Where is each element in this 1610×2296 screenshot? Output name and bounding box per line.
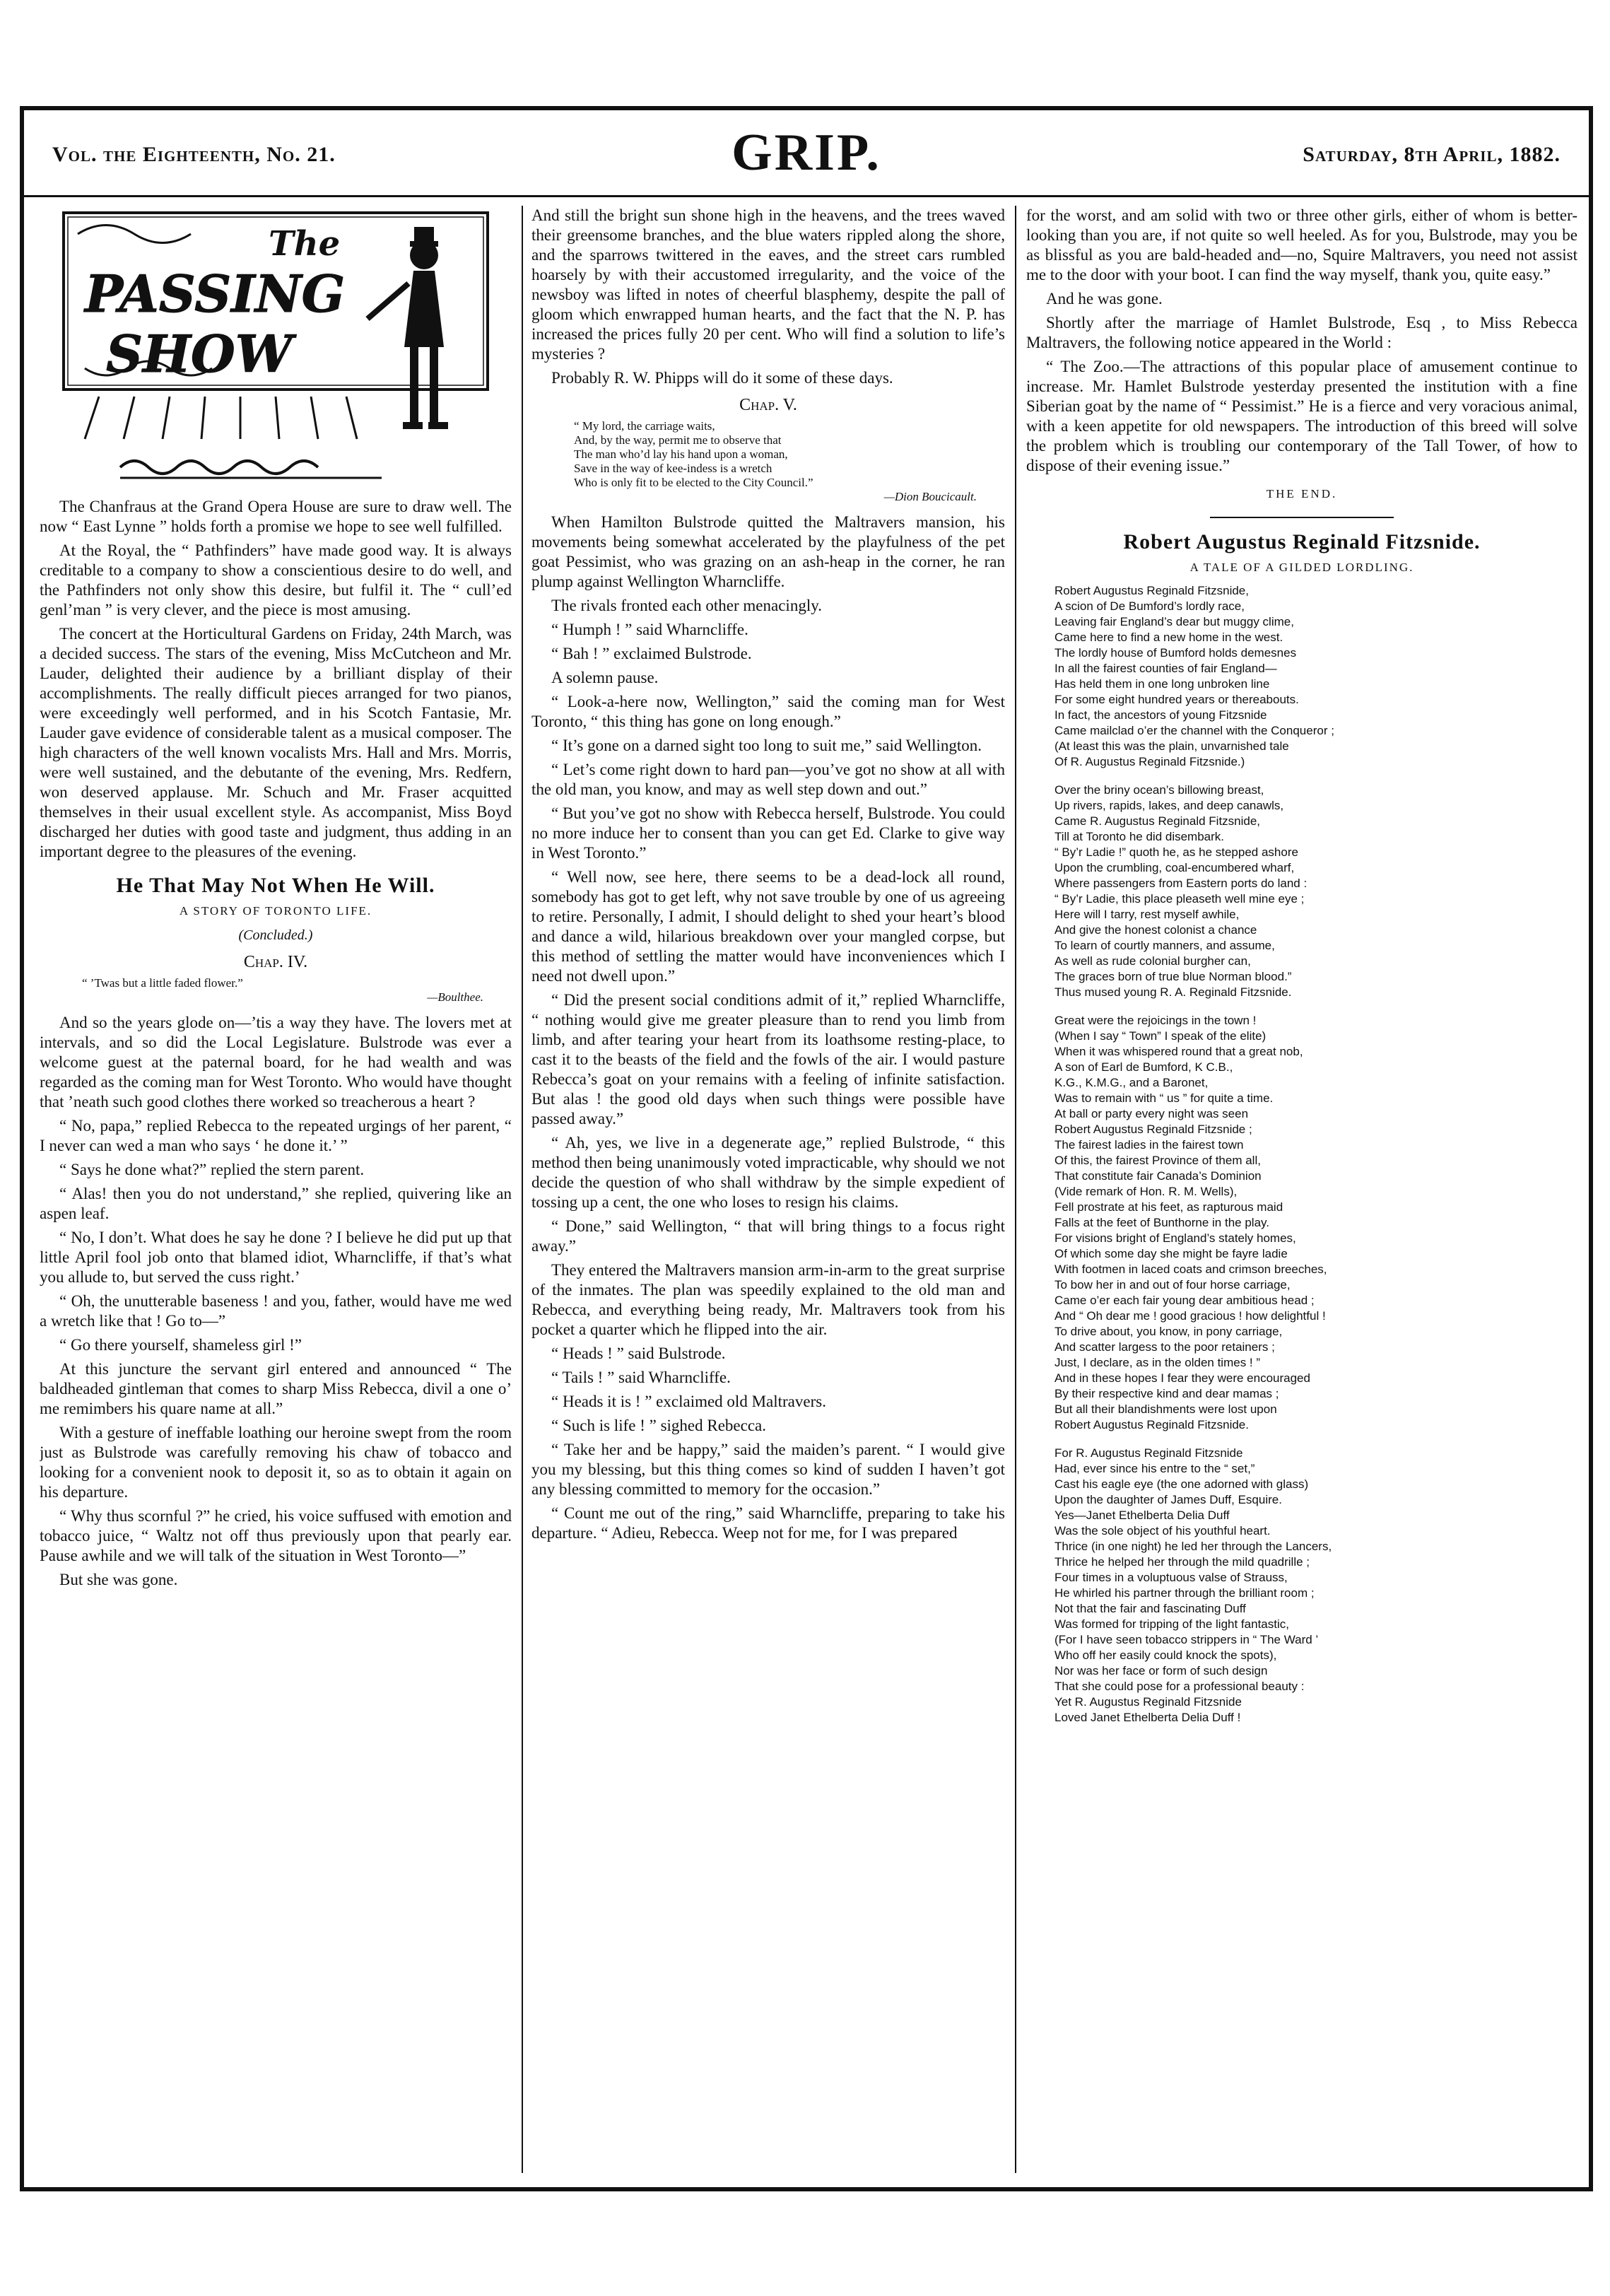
poem-line: Of R. Augustus Reginald Fitzsnide.) [1054, 755, 1245, 768]
newspaper-title: GRIP. [731, 124, 881, 182]
passing-show-paragraph: The Chanfraus at the Grand Opera House are sure to draw well. The now “ East Lynne ” holds forth a promise we hope to see well fulfilled. [40, 498, 512, 535]
poem-line: (Vide remark of Hon. R. M. Wells), [1054, 1185, 1238, 1198]
poem-subtitle: A TALE OF A GILDED LORDLING. [1189, 561, 1414, 574]
poem-stanza-2 [1054, 783, 1577, 1000]
banner-passing-text: PASSING [85, 264, 346, 324]
poem-line: But all their blandishments were lost upon [1054, 1402, 1277, 1416]
masthead-rule [24, 195, 1589, 197]
poem-line: Leaving fair England’s dear but muggy clime, [1054, 615, 1294, 628]
poem-line: Just, I declare, as in the olden times ! ” [1054, 1356, 1261, 1369]
poem-line: Robert Augustus Reginald Fitzsnide ; [1054, 1123, 1252, 1136]
epigraph-attribution: —Boulthee. [427, 990, 483, 1004]
story-paragraph: “ Look-a-here now, Wellington,” said the coming man for West Toronto, “ this thing has gone on long enough.” [531, 693, 1005, 730]
passing-show-banner-illustration [57, 206, 495, 488]
poem-line: Great were the rejoicings in the town ! [1054, 1014, 1257, 1027]
poem-line: Loved Janet Ethelberta Delia Duff ! [1054, 1711, 1241, 1724]
poem-line: Thrice he helped her through the mild quadrille ; [1054, 1555, 1310, 1569]
poem-line: (At least this was the plain, unvarnished tale [1054, 739, 1289, 753]
story-paragraph: “ No, I don’t. What does he say he done ? I believe he did put up that little April fool job onto that blamed idiot, Wharncliffe, if that’s what you allude to, but served the cuss right.’ [40, 1229, 512, 1286]
section-divider [1210, 517, 1394, 518]
poem-line: To bow her in and out of four horse carriage, [1054, 1278, 1291, 1292]
story-paragraph: When Hamilton Bulstrode quitted the Maltravers mansion, his movements being somewhat accelerated by the playfulness of the pet goat Pessimist, who was grazing on an ash-heap in the corner, he ran plump against Wellington Wharncliffe. [531, 513, 1005, 590]
poem-line: The graces born of true blue Norman blood.” [1054, 970, 1292, 983]
story-paragraph: “ Let’s come right down to hard pan—you’ve got no show at all with the old man, you know, and may as well step down and out.” [531, 761, 1005, 798]
issue-date: Saturday, 8th April, 1882. [1303, 143, 1561, 166]
poem-line: As well as rude colonial burgher can, [1054, 954, 1251, 968]
poem-line: Was the sole object of his youthful heart. [1054, 1524, 1271, 1538]
story-column-2-text-b [531, 512, 1005, 1543]
poem-line: Yet R. Augustus Reginald Fitzsnide [1054, 1695, 1242, 1709]
story-paragraph: “ Bah ! ” exclaimed Bulstrode. [551, 645, 752, 662]
chapter-v-heading: Chap. V. [739, 396, 797, 414]
poem-line: And scatter largess to the poor retainers ; [1054, 1340, 1275, 1354]
poem-line: With footmen in laced coats and crimson breeches, [1054, 1263, 1327, 1276]
story-paragraph: Probably R. W. Phipps will do it some of these days. [551, 369, 893, 387]
story-paragraph: “ But you’ve got no show with Rebecca herself, Bulstrode. You could no more induce her to consent than you can get Ed. Clarke to give way in West Toronto.” [531, 804, 1005, 862]
poem-line: Who off her easily could knock the spots), [1054, 1648, 1277, 1662]
epigraph-line: “ ’Twas but a little faded flower.” [82, 976, 243, 990]
banner-the-text: The [269, 224, 341, 264]
story-paragraph: “ It’s gone on a darned sight too long to suit me,” said Wellington. [551, 737, 982, 754]
poem-line: “ By’r Ladie, this place pleaseth well mine eye ; [1054, 892, 1305, 906]
stage-light-rays [85, 397, 357, 439]
poem-line: At ball or party every night was seen [1054, 1107, 1249, 1120]
poem-line: To learn of courtly manners, and assume, [1054, 939, 1275, 952]
epigraph-line: “ My lord, the carriage waits, [574, 419, 715, 433]
poem-line: Came R. Augustus Reginald Fitzsnide, [1054, 814, 1261, 828]
poem-line: Cast his eagle eye (the one adorned with glass) [1054, 1477, 1309, 1491]
poem-line: Till at Toronto he did disembark. [1054, 830, 1225, 843]
poem-line: Has held them in one long unbroken line [1054, 677, 1270, 691]
poem-line: Of which some day she might be fayre ladie [1054, 1247, 1288, 1260]
story-paragraph: “ Go there yourself, shameless girl !” [59, 1336, 302, 1354]
volume-number: Vol. the Eighteenth, No. 21. [52, 143, 336, 166]
poem-line: For visions bright of England’s stately homes, [1054, 1231, 1296, 1245]
story-subtitle: A STORY OF TORONTO LIFE. [179, 904, 372, 918]
story-paragraph: The rivals fronted each other menacingly. [551, 597, 822, 614]
poem-line: Where passengers from Eastern ports do land : [1054, 877, 1308, 890]
poem-line: Was to remain with “ us ” for quite a time. [1054, 1091, 1274, 1105]
story-paragraph: At this juncture the servant girl entered and announced “ The baldheaded gintleman that comes to sharp Miss Rebecca, divil a one o’ me remimbers his quare name at all.” [40, 1360, 512, 1417]
poem-line: That constitute fair Canada’s Dominion [1054, 1169, 1262, 1183]
story-paragraph: But she was gone. [59, 1571, 178, 1588]
poem-line: A scion of De Bumford’s lordly race, [1054, 599, 1245, 613]
poem-line: Upon the crumbling, coal-encumbered wharf, [1054, 861, 1295, 874]
poem-line: That she could pose for a professional beauty : [1054, 1680, 1305, 1693]
poem-line: Falls at the feet of Bunthorne in the play. [1054, 1216, 1269, 1229]
passing-show-paragraph: The concert at the Horticultural Gardens on Friday, 24th March, was a decided success. The stars of the evening, Miss McCutcheon and Mr. Lauder, delighted their audience by a brilliant display of their accomplishments. The really difficult pieces arranged for two pianos, were exceedingly well performed, and in his Scotch Fantasie, Mr. Lauder gave evidence of considerable talent as a musical composer. The high characters of the well known vocalists Mrs. Hall and Mrs. Morris, were well sustained, and the debutante of the evening, Mrs. Redfern, won deserved applause. Mr. Schuch and Mr. Fraser acquitted themselves in their usual excellent style. As accompanist, Miss Boyd discharged her duties with good taste and judgment, thus adding in an important degree to the pleasures of the evening. [40, 625, 512, 860]
story-paragraph: And still the bright sun shone high in the heavens, and the trees waved their greensome branches, and the blue waters rippled along the shore, and the sparrows twittered in the eaves, and the street cars rumbled hoarsely by with their accustomed irregularity, and the voice of the newsboy was lifted in notes of cheerful blasphemy, despite the pall of gloom which enwrapped human hearts, and the fact that the N. P. has increased the prices fully 20 per cent. Who will find a solution to life’s mysteries ? [531, 206, 1005, 363]
story-paragraph: “ Says he done what?” replied the stern parent. [59, 1161, 365, 1178]
poem-line: Fell prostrate at his feet, as rapturous maid [1054, 1200, 1283, 1214]
banner-show-text: SHOW [106, 324, 293, 384]
column-1 [40, 206, 512, 2173]
poem-line: For some eight hundred years or thereabouts. [1054, 693, 1299, 706]
story-paragraph: “ Done,” said Wellington, “ that will bring things to a focus right away.” [531, 1217, 1005, 1255]
poem-line: Was formed for tripping of the light fantastic, [1054, 1617, 1289, 1631]
poem-line: And in these hopes I fear they were encouraged [1054, 1371, 1310, 1385]
poem-line: K.G., K.M.G., and a Baronet, [1054, 1076, 1209, 1089]
epigraph-line: Save in the way of kee-indess is a wretch [574, 462, 772, 475]
story-paragraph: “ Tails ! ” said Wharncliffe. [551, 1369, 731, 1386]
story-paragraph: “ Well now, see here, there seems to be a dead-lock all round, somebody has got to get left, why not save trouble by one of us agreeing to retire. Personally, I admit, I should delight to shed your heart’s blood and dance a wild, hilarious breakdown over your mangled corpse, but this method of settling the matter would have inconveniences which I need not dwell upon.” [531, 868, 1005, 985]
poem-line: Thus mused young R. A. Reginald Fitzsnide. [1054, 985, 1292, 999]
column-divider [1015, 206, 1016, 2173]
poem-line: By their respective kind and dear mamas ; [1054, 1387, 1279, 1400]
poem-line: Nor was her face or form of such design [1054, 1664, 1268, 1677]
poem-title: Robert Augustus Reginald Fitzsnide. [1123, 530, 1481, 554]
poem-line: (For I have seen tobacco strippers in “ The Ward ’ [1054, 1633, 1319, 1646]
poem-line: Came o’er each fair young dear ambitious head ; [1054, 1294, 1315, 1307]
poem-stanza-1 [1054, 583, 1577, 770]
story-paragraph: “ Take her and be happy,” said the maiden’s parent. “ I would give you my blessing, but this thing comes so kind of sudden I haven’t got any blessing committed to memory for the occasion.” [531, 1441, 1005, 1498]
poem-stanza-3 [1054, 1013, 1577, 1433]
story-paragraph: And so the years glode on—’tis a way they have. The lovers met at intervals, and so did the Local Legislature. Bulstrode was ever a welcome guest at the paternal board, for he had wealth and was regarded as the coming man for West Toronto. Who would have thought that ’neath such good clothes there worked so treacherous a heart ? [40, 1014, 512, 1111]
poem-line: When it was whispered round that a great nob, [1054, 1045, 1303, 1058]
story-paragraph: for the worst, and am solid with two or three other girls, either of whom is better-looking than you are, if not quite so well heeled. As for you, Bulstrode, may you be as blissful as you are bald-headed and—no, Squire Maltravers, you need not assist me to the door with your boot. I can find the way myself, thank you, quite easy.” [1026, 206, 1577, 283]
poem-line: He whirled his partner through the brilliant room ; [1054, 1586, 1315, 1600]
poem-line: Upon the daughter of James Duff, Esquire. [1054, 1493, 1282, 1506]
story-paragraph: “ Oh, the unutterable baseness ! and you, father, would have me wed a wretch like that ! Go to—” [40, 1292, 512, 1330]
masthead [52, 123, 1561, 188]
passing-show-section [40, 497, 512, 862]
epigraph-attribution: —Dion Boucicault. [883, 490, 977, 503]
story-paragraph: Shortly after the marriage of Hamlet Bulstrode, Esq , to Miss Rebecca Maltravers, the following notice appeared in the World : [1026, 314, 1577, 351]
poem-line: A son of Earl de Bumford, K C.B., [1054, 1060, 1233, 1074]
story-paragraph: “ Humph ! ” said Wharncliffe. [551, 621, 748, 638]
poem-line: Not that the fair and fascinating Duff [1054, 1602, 1246, 1615]
poem-line: Over the briny ocean’s billowing breast, [1054, 783, 1264, 797]
story-paragraph: “ Heads ! ” said Bulstrode. [551, 1345, 726, 1362]
poem-line: Robert Augustus Reginald Fitzsnide, [1054, 584, 1249, 597]
story-paragraph: They entered the Maltravers mansion arm-in-arm to the great surprise of the inmates. The plan was speedily explained to the old man and Rebecca, and everything being ready, Mr. Maltravers took from his pocket a quarter which he flipped into the air. [531, 1261, 1005, 1338]
poem-line: In all the fairest counties of fair England— [1054, 662, 1277, 675]
story-paragraph: And he was gone. [1046, 290, 1163, 308]
column-2 [531, 206, 1005, 2173]
column-3 [1026, 206, 1577, 2173]
passing-show-paragraph: At the Royal, the “ Pathfinders” have made good way. It is always creditable to a company to show a conscientious desire to do well, and the Pathfinders not only show this desire, but fulfil it. The “ cull’ed genl’man ” is very clever, and the piece is most amusing. [40, 541, 512, 619]
story-paragraph: A solemn pause. [551, 669, 659, 686]
poem-line: Robert Augustus Reginald Fitzsnide. [1054, 1418, 1249, 1431]
poem-line: “ By’r Ladie !” quoth he, as he stepped ashore [1054, 845, 1298, 859]
story-paragraph: “ Heads it is ! ” exclaimed old Maltravers. [551, 1393, 826, 1410]
poem-line: Came here to find a new home in the west. [1054, 631, 1283, 644]
the-end-marker: THE END. [1266, 487, 1338, 500]
poem-line: In fact, the ancestors of young Fitzsnide [1054, 708, 1267, 722]
poem-stanza-4 [1054, 1446, 1577, 1726]
story-paragraph: With a gesture of ineffable loathing our heroine swept from the room just as Bulstrode was carefully removing his chaw of tobacco and looking for a convenient nook to deposit it, so as to obtain it again on his departure. [40, 1424, 512, 1501]
poem-line: Came mailclad o’er the channel with the Conqueror ; [1054, 724, 1334, 737]
poem-line: The fairest ladies in the fairest town [1054, 1138, 1244, 1152]
poem-line: Four times in a voluptuous valse of Strauss, [1054, 1571, 1288, 1584]
chapter-iv-heading: Chap. IV. [243, 953, 308, 971]
epigraph-line: And, by the way, permit me to observe that [574, 433, 782, 447]
poem-line: The lordly house of Bumford holds demesnes [1054, 646, 1297, 660]
story-paragraph: “ Did the present social conditions admit of it,” replied Wharncliffe, “ nothing would give me greater pleasure than to rend you limb from limb, and after tearing your heart from its loathsome resting-place, to cast it to the beasts of the field and the fowls of the air. I would pasture Rebecca’s goat on your remains with a feeling of infinite satisfaction. But alas ! the good old days when such things were possible have passed away.” [531, 991, 1005, 1128]
poem-line: Of this, the fairest Province of them all, [1054, 1154, 1261, 1167]
poem-line: And “ Oh dear me ! good gracious ! how delightful ! [1054, 1309, 1326, 1323]
story-paragraph: “ Alas! then you do not understand,” she replied, quivering like an aspen leaf. [40, 1185, 512, 1222]
chapter-iv-epigraph [82, 976, 483, 1004]
story-column-3-text [1026, 206, 1577, 476]
story-paragraph: “ Count me out of the ring,” said Wharncliffe, preparing to take his departure. “ Adieu, Rebecca. Weep not for me, for I was prepared [531, 1504, 1005, 1542]
column-divider [522, 206, 523, 2173]
story-title: He That May Not When He Will. [116, 874, 435, 897]
story-paragraph: “ The Zoo.—The attractions of this popular place of amusement continue to increase. Mr. Hamlet Bulstrode yesterday presented the institution with a fine Siberian goat by the name of “ Pessimist.” He is a fierce and very voracious animal, with a keen appetite for old newspapers. The introduction of this breed will solve the problem which is troubling our contemporary of the Tall Tower, of how to dispose of their evening issue.” [1026, 358, 1577, 474]
concluded-note: (Concluded.) [238, 927, 313, 943]
poem-line: And give the honest colonist a chance [1054, 923, 1257, 937]
story-paragraph: “ Why thus scornful ?” he cried, his voice suffused with emotion and tobacco juice, “ Waltz not off thus previously upon that pearly ear. Pause awhile and we will talk of the situation in West Toronto—” [40, 1507, 512, 1564]
epigraph-line: The man who’d lay his hand upon a woman, [574, 447, 788, 461]
epigraph-line: Who is only fit to be elected to the City Council.” [574, 476, 813, 489]
chapter-v-epigraph [574, 419, 977, 504]
newspaper-page [20, 106, 1593, 2191]
poem-line: Thrice (in one night) he led her through the Lancers, [1054, 1540, 1332, 1553]
poem-line: Yes—Janet Ethelberta Delia Duff [1054, 1509, 1230, 1522]
story-paragraph: “ Such is life ! ” sighed Rebecca. [551, 1417, 766, 1434]
story-paragraph: “ No, papa,” replied Rebecca to the repeated urgings of her parent, “ I never can wed a man who says ‘ he done it.’ ” [40, 1117, 512, 1154]
poem-line: Up rivers, rapids, lakes, and deep canawls, [1054, 799, 1284, 812]
story-column-1-text [40, 1013, 512, 1590]
poem-line: (When I say “ Town” I speak of the elite) [1054, 1029, 1267, 1043]
poem-line: To drive about, you know, in pony carriage, [1054, 1325, 1283, 1338]
poem-line: For R. Augustus Reginald Fitzsnide [1054, 1446, 1243, 1460]
poem-line: Here will I tarry, rest myself awhile, [1054, 908, 1240, 921]
poem-line: Had, ever since his entre to the “ set,” [1054, 1462, 1255, 1475]
story-column-2-text-a [531, 206, 1005, 388]
story-paragraph: “ Ah, yes, we live in a degenerate age,” replied Bulstrode, “ this method then being unanimously voted impracticable, why should we not decide the question of who shall withdraw by the simple expedient of tossing up a cent, the one who loses to resign his claims. [531, 1134, 1005, 1211]
